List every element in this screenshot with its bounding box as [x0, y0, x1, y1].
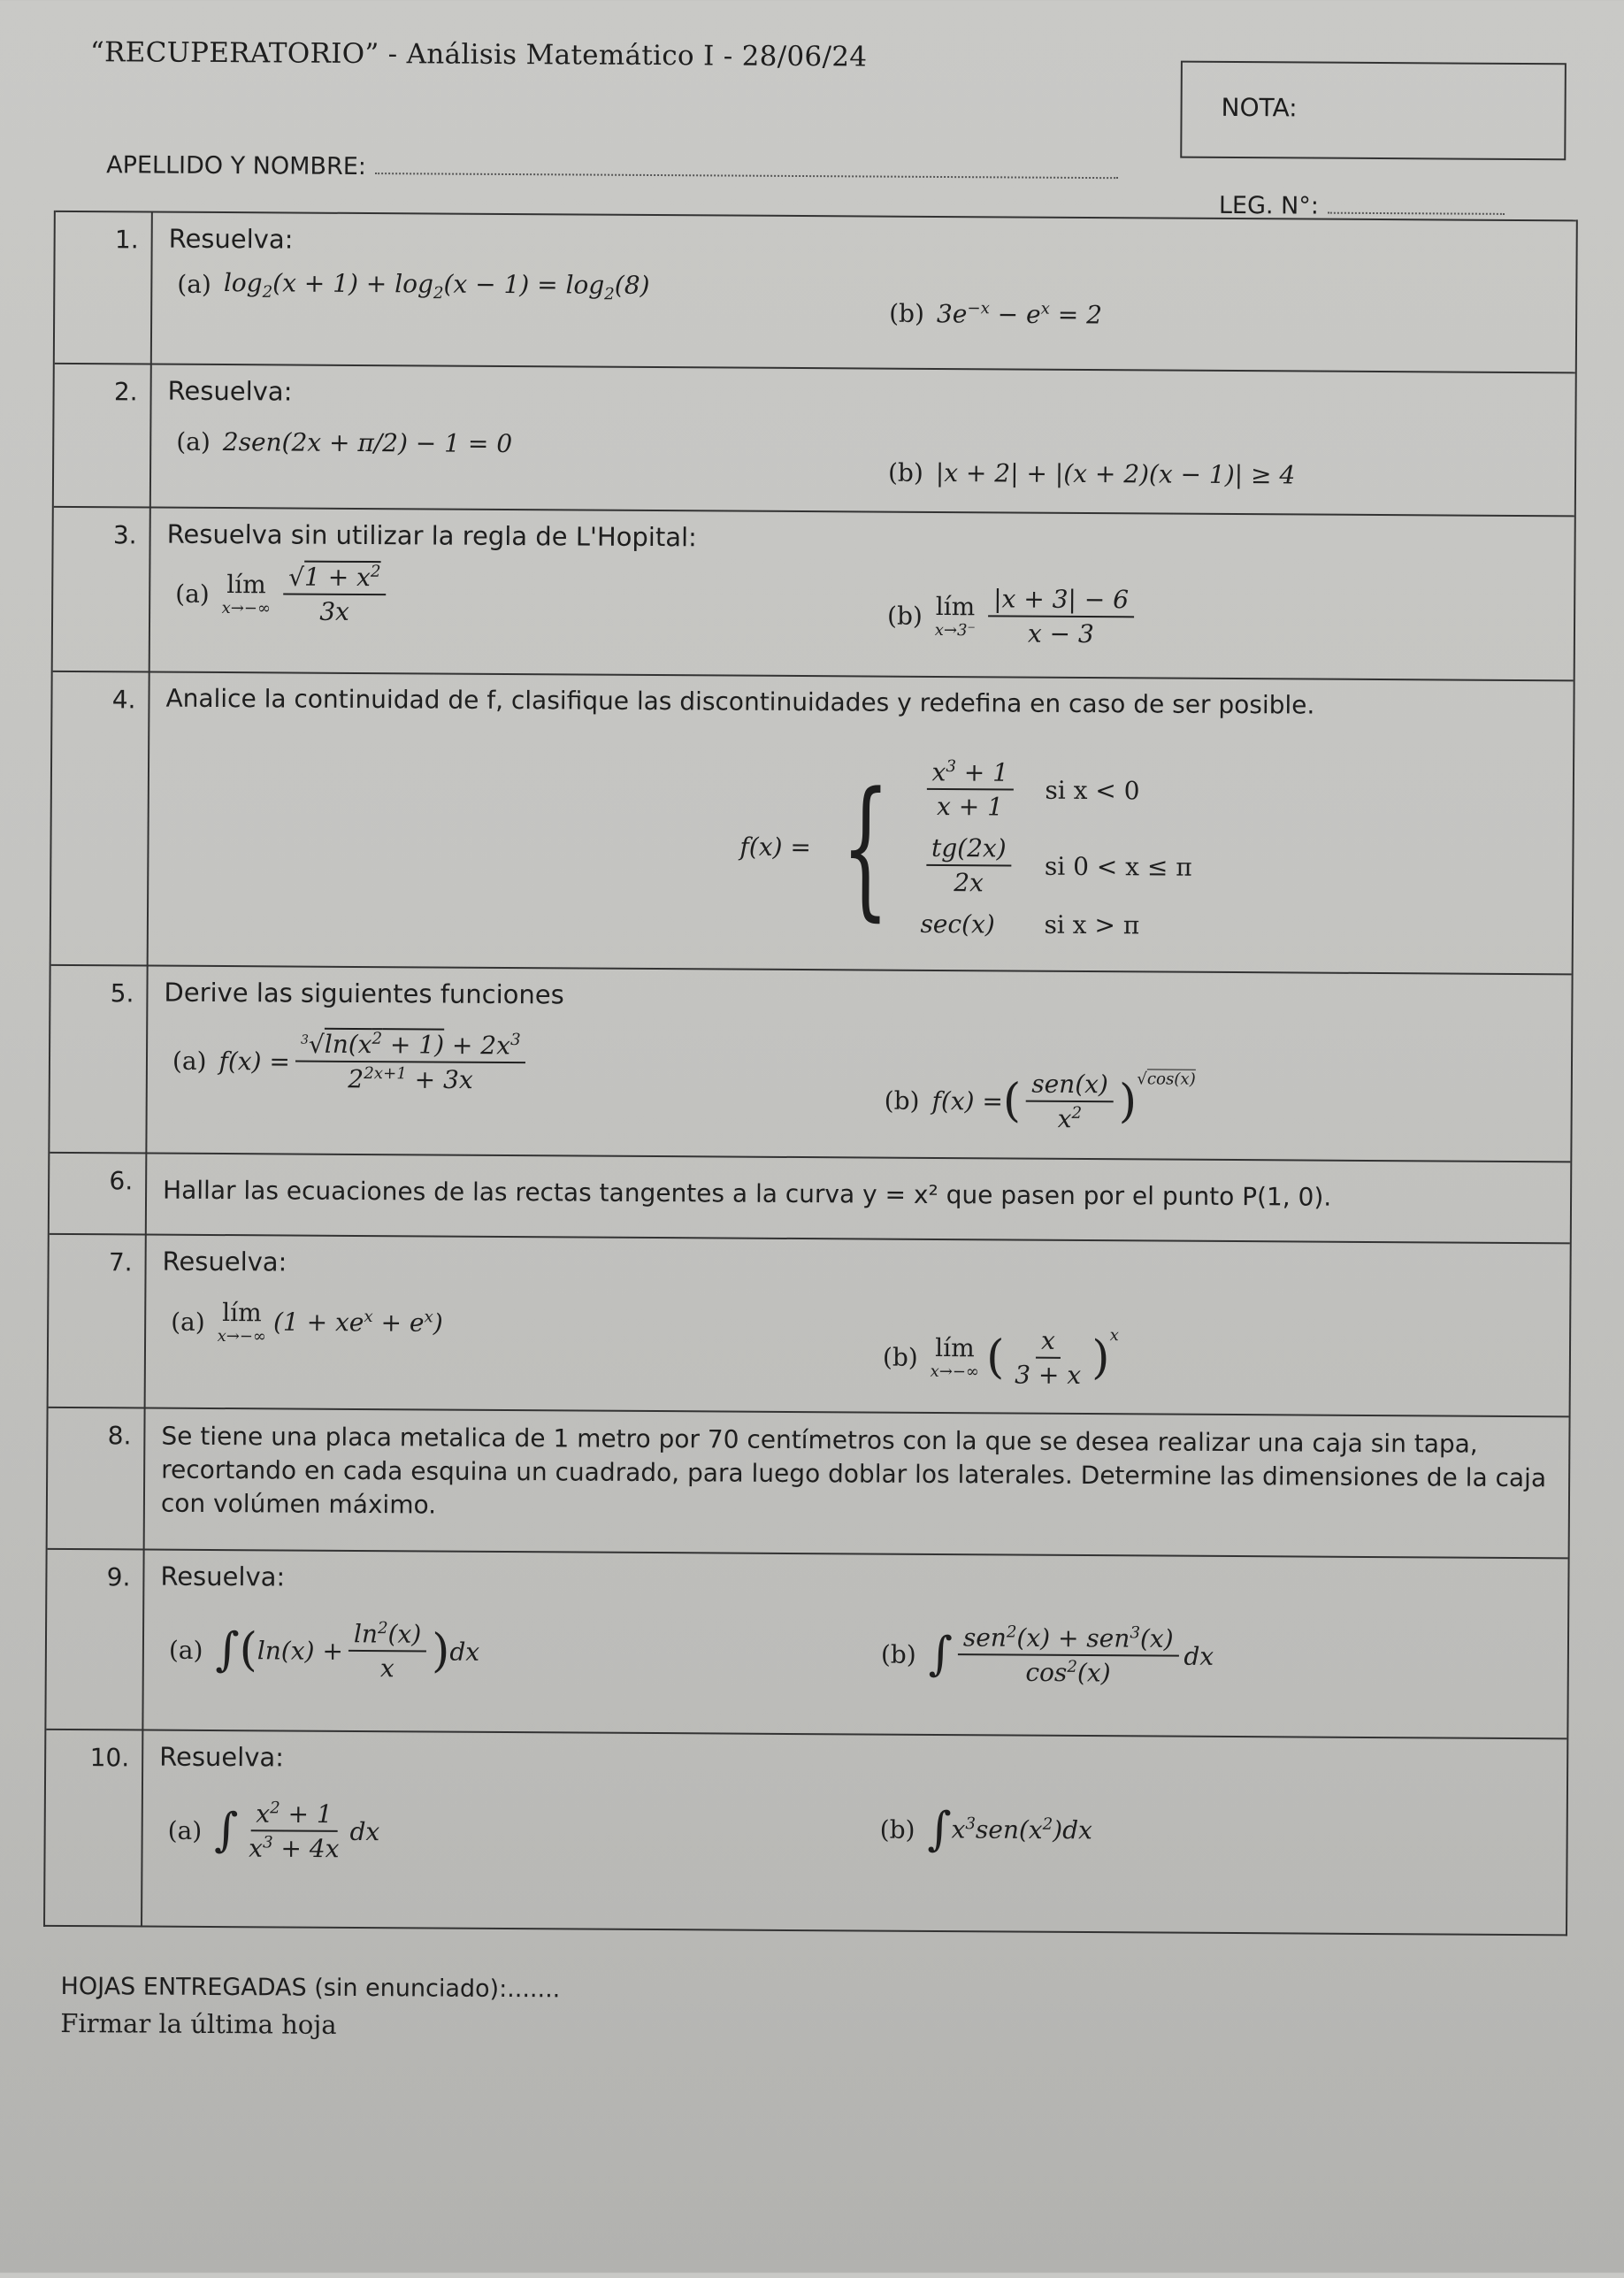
problem-7a: (a) lím x→−∞ $(1 + xe^x + e^x)$: [171, 1298, 443, 1346]
legajo-label: LEG. N°:: [1218, 191, 1319, 220]
problem-1a: (a) $\log_2(x + 1) + \log_2(x - 1) = \log_2(8)$: [177, 268, 650, 304]
sheets-delivered: HOJAS ENTREGADAS (sin enunciado):.......: [60, 1972, 561, 2004]
problem-3b: (b) lím x→3⁻ $\frac{|x + 3| - 6}{x - 3}$: [887, 584, 1139, 649]
problem-prompt: Resuelva:: [160, 1561, 286, 1592]
problem-row: [46, 1548, 1567, 1737]
problem-number: 4.: [51, 672, 150, 965]
problem-row: [48, 1407, 1569, 1557]
grade-box: [1180, 61, 1567, 161]
problem-number: 8.: [48, 1408, 146, 1549]
problem-3a: (a) lím x→−∞ $\frac{√1 + x^2}{3x}$: [175, 562, 392, 627]
grade-label: NOTA:: [1221, 92, 1298, 123]
problem-row: [51, 671, 1574, 973]
problem-row: [53, 506, 1574, 679]
legajo-field: [1219, 192, 1505, 221]
sign-instruction: Firmar la última hoja: [60, 2007, 337, 2040]
problem-number: 1.: [55, 212, 153, 364]
problem-prompt: Derive las siguientes funciones: [164, 977, 564, 1010]
exam-title: “RECUPERATORIO” - Análisis Matemático I - 28/06/24: [89, 36, 868, 73]
problem-prompt: Hallar las ecuaciones de las rectas tangentes a la curva y = x² que pasen por el punto P(1, 0).: [162, 1175, 1332, 1212]
problem-number: 9.: [46, 1550, 144, 1730]
problem-prompt: Resuelva:: [167, 375, 293, 407]
problem-10b: (b) ∫ $x^3sen(x^2)dx$: [879, 1802, 1092, 1857]
problem-prompt: Resuelva:: [159, 1741, 285, 1773]
problem-prompt: Resuelva:: [168, 223, 294, 255]
problem-5b: (b) f(x) = ( $\frac{\text{sen(x)}}{x^2}$ ) $^{√cos(x)}$: [884, 1069, 1196, 1134]
problem-row: [50, 1152, 1571, 1242]
problem-7b: (b) lím x→−∞ ( $\frac{x}{3 + x}$ ) $^x$: [882, 1325, 1120, 1390]
problem-prompt: Resuelva sin utilizar la regla de L'Hopital:: [166, 518, 697, 553]
problem-row: [50, 964, 1571, 1161]
problem-number: 6.: [50, 1154, 148, 1234]
problem-number: 2.: [54, 364, 152, 507]
piecewise-case: sec(x) si x > π: [920, 909, 1140, 940]
piecewise-case: $\frac{x^3 + 1}{x + 1}$ si x < 0: [921, 757, 1192, 823]
problem-2b: (b) |x + 2| + |(x + 2)(x − 1)| ≥ 4: [887, 457, 1296, 490]
problem-number: 3.: [53, 508, 151, 671]
problem-10a: (a) ∫ $\frac{x^2 + 1}{x^3 + 4x}$ dx: [167, 1799, 380, 1864]
problem-1b: (b) $3e^{-x} - e^x = 2$: [889, 298, 1103, 330]
problem-9b: (b) ∫ $\frac{sen^2(x) + sen^3(x)}{\cos^2(x)}$ dx: [880, 1622, 1214, 1688]
problem-row: [45, 1729, 1567, 1936]
problem-number: 7.: [49, 1235, 147, 1407]
problem-prompt: Se tiene una placa metalica de 1 metro por 70 centímetros con la que se desea realizar una caja sin tapa, recortando en cada esquina un cuadrado, para luego doblar los laterales. Determine las dimensiones de la caja con volúmen máximo.: [160, 1421, 1547, 1520]
piecewise-case: $\frac{tg(2x)}{2x}$ si 0 < x ≤ π: [921, 833, 1192, 899]
problem-5a: (a) f(x) = $\frac{^3√\ln(x^2 + 1) + 2x^3}{2^{2x+1} + 3x}$: [172, 1029, 532, 1095]
problem-row: [55, 211, 1576, 372]
problem-2a: (a) 2sen(2x + π/2) − 1 = 0: [176, 426, 513, 459]
problem-prompt: Resuelva:: [162, 1246, 287, 1277]
problem-number: 10.: [45, 1730, 143, 1928]
problem-9a: (a) ∫ ( ln(x) + $\frac{\ln^2(x)}{x}$ ) dx: [168, 1619, 480, 1684]
problem-number: 5.: [50, 966, 148, 1153]
name-field: [106, 151, 1118, 185]
problem-prompt: Analice la continuidad de f, clasifique las discontinuidades y redefina en caso de ser posible.: [165, 683, 1315, 720]
name-label: APELLIDO Y NOMBRE:: [106, 151, 367, 181]
piecewise-fx: f(x) =: [739, 832, 811, 863]
piecewise-function: f(x) = { $\frac{x^3 + 1}{x + 1}$ si x < 0 $\frac{tg(2x)}{2x}$ si 0 < x ≤ π sec(x) si x > π: [739, 757, 1192, 940]
problem-row: [49, 1233, 1570, 1415]
problems-table: [43, 211, 1578, 1936]
problem-row: [54, 363, 1575, 515]
